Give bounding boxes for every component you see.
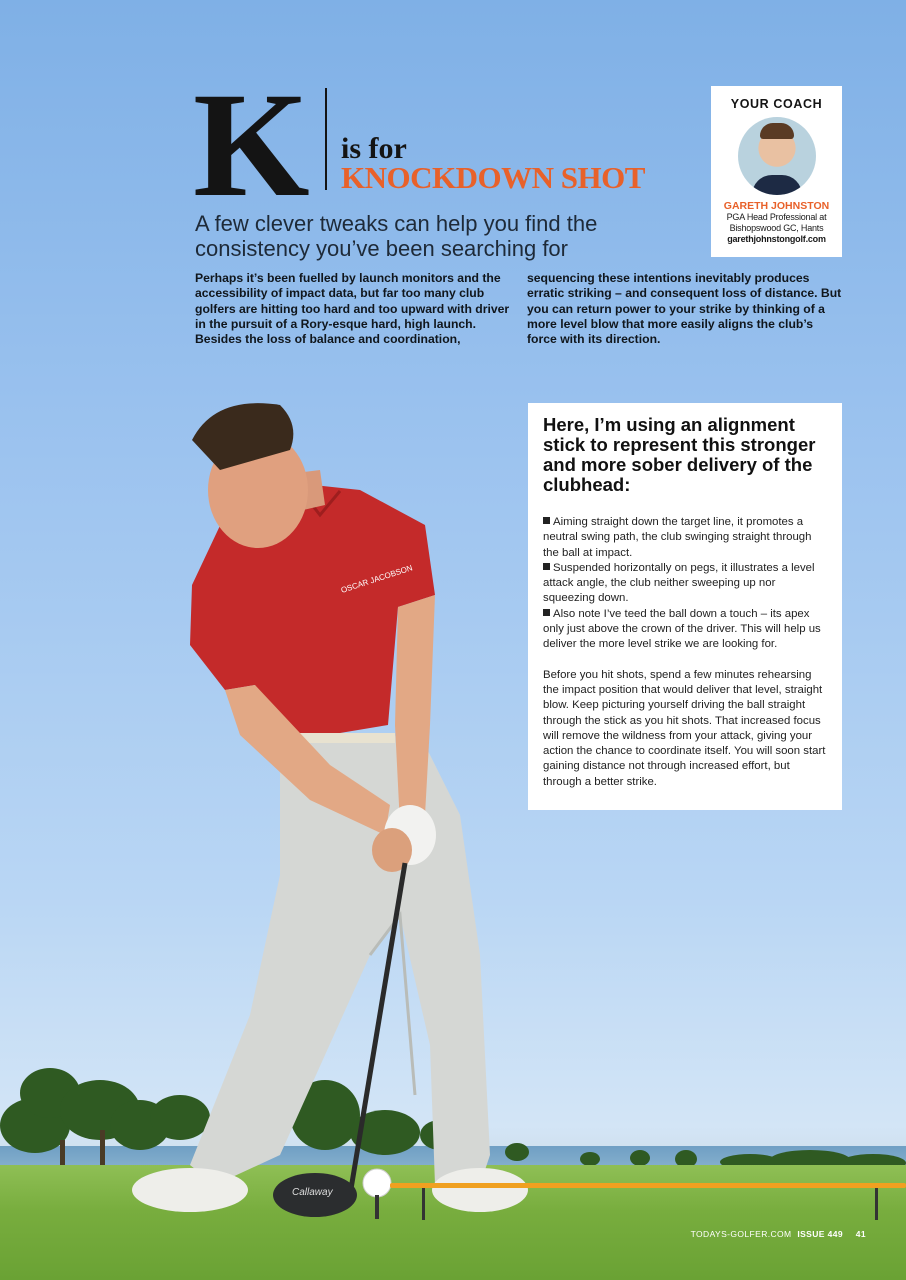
tip-bullet: Aiming straight down the target line, it promotes a neutral swing path, the club swinging straight through the ball at impact.	[543, 516, 812, 559]
tip-bullet: Also note I’ve teed the ball down a touch – its apex only just above the crown of the driver. This will help us deliver the more level strike we are looking for.	[543, 607, 821, 651]
footer-site: TODAYS-GOLFER.COM	[690, 1229, 792, 1239]
tip-panel	[528, 403, 842, 810]
headline-topic: KNOCKDOWN SHOT	[341, 160, 645, 195]
coach-website: garethjohnstongolf.com	[727, 234, 826, 244]
tip-bullet: Suspended horizontally on pegs, it illustrates a level attack angle, the club neither sweeping up nor squeezing down.	[543, 561, 815, 605]
intro-column-1: Perhaps it’s been fuelled by launch monitors and the accessibility of impact data, but far too many club golfers are hitting too hard and too upward with driver in the pursuit of a Rory-esque hard, high launch. Besides the loss of balance and coordination,	[195, 271, 510, 347]
coach-role: PGA Head Professional at Bishopswood GC, Hants	[726, 212, 827, 233]
tip-body: Before you hit shots, spend a few minutes rehearsing the impact position that would deliver that level, straight blow. Keep picturing yourself driving the ball straight through the stick as you hit shots. That increased focus will remove the wildness from your attack, giving your action the chance to coordinate itself. You will soon start gaining distance not through increased effort, but through a better strike.	[543, 668, 826, 788]
square-bullet-icon	[543, 609, 550, 616]
page-number: 41	[855, 1229, 866, 1239]
footer-issue: ISSUE 449	[797, 1229, 843, 1239]
tip-heading: Here, I’m using an alignment stick to represent this stronger and more sober delivery of the clubhead:	[543, 414, 816, 495]
headline-divider	[325, 88, 327, 190]
page-footer	[691, 1229, 866, 1239]
shirt-logo: OSCAR JACOBSON	[339, 563, 414, 595]
standfirst: A few clever tweaks can help you find the consistency you’ve been searching for	[195, 211, 598, 261]
coach-name: GARETH JOHNSTON	[723, 200, 830, 212]
intro-column-2: sequencing these intentions inevitably produces erratic striking – and consequent loss of distance. But you can return power to your strike by thinking of a more level blow that more easily aligns the club’s force with its direction.	[527, 271, 842, 347]
golfer-photo	[130, 395, 530, 1225]
square-bullet-icon	[543, 517, 550, 524]
club-brand: Callaway	[292, 1187, 333, 1198]
coach-avatar	[738, 117, 816, 195]
coach-box	[711, 86, 842, 257]
headline-is-for: is for	[341, 132, 407, 165]
coach-box-title: YOUR COACH	[730, 97, 823, 111]
alignment-stick	[390, 1180, 906, 1225]
headline-letter: K	[193, 62, 306, 228]
square-bullet-icon	[543, 563, 550, 570]
